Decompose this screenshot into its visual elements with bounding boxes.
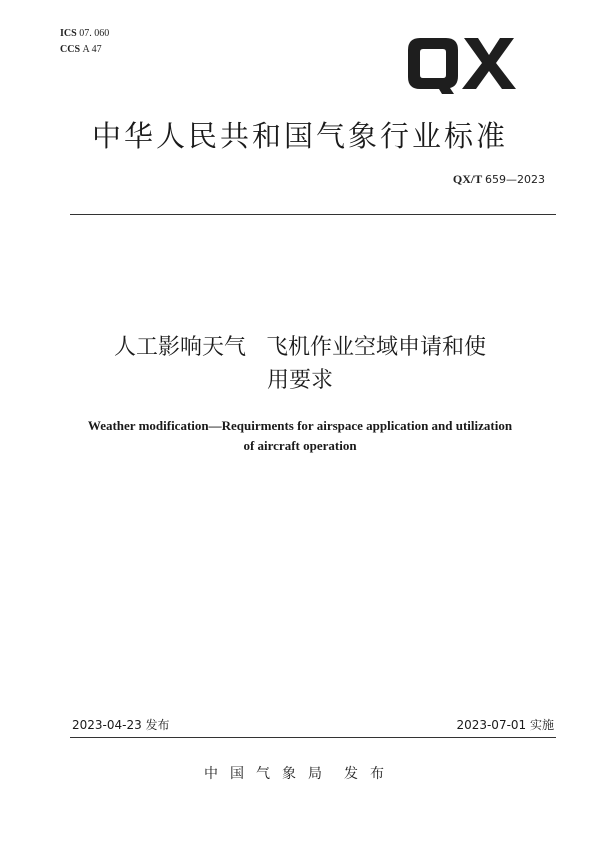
zh-title-part2: 飞机作业空域申请和使 [266,335,487,360]
ccs-code [60,44,102,56]
issue-date: 2023-04-23 发布 [72,718,170,732]
standard-title: 中华人民共和国气象行业标准 [91,119,508,153]
top-divider [70,214,556,215]
ccs-value: A 47 [82,44,102,55]
ics-label: ICS [60,28,77,39]
en-title-line1: Weather modification—Requirments for airspace application and utilization [87,418,513,433]
standard-code-number: 659—2023 [485,173,545,186]
zh-title-part3: 用要求 [266,368,333,393]
ics-value: 07. 060 [79,28,110,39]
ccs-label: CCS [60,44,81,55]
bottom-divider [70,737,556,738]
publisher [0,763,600,783]
publisher-action: 发布 [344,766,396,782]
ics-code [60,28,109,40]
standard-code-prefix: QX/T [452,172,482,186]
qx-logo [404,36,522,96]
document-title-en [40,416,560,456]
publisher-name: 中国气象局 [204,766,334,782]
implementation-date: 2023-07-01 实施 [456,718,554,732]
document-title-zh [60,331,540,397]
zh-title-part1: 人工影响天气 [113,335,246,360]
standard-code [453,172,545,187]
en-title-line2: of aircraft operation [243,438,357,453]
